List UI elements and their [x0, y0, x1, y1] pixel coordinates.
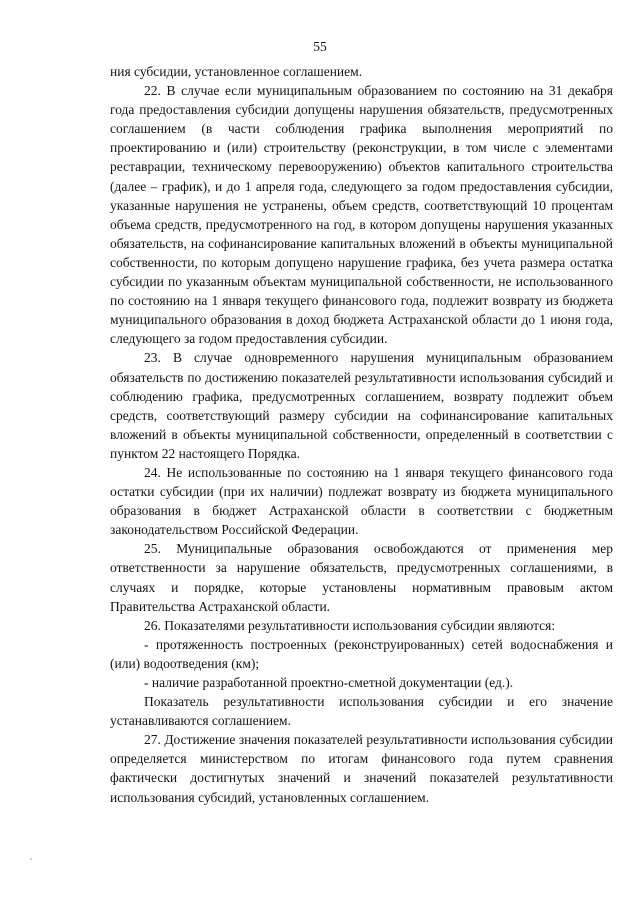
paragraph-26: 26. Показателями результативности использования субсидии являются:: [144, 617, 556, 633]
paragraph-27: 27. Достижение значения показателей результативности использования субсидии определяется министерством по итогам финансового года путем сравнения фактически достигнутых значений и значений показателей результативности использования субсидий, установленных соглашением.: [110, 732, 613, 805]
list-item-pipe-length: - протяженность построенных (реконструированных) сетей водоснабжения и (или) водоотведения (км);: [110, 636, 613, 671]
list-item-design-docs: - наличие разработанной проектно-сметной документации (ед.).: [144, 675, 514, 690]
paragraph-25: 25. Муниципальные образования освобождаются от применения мер ответственности за нарушение обязательств, предусмотренных соглашениями, в случаях и порядке, которые установлены нормативным правовым актом Правительства Астраханской области.: [110, 541, 613, 614]
scan-speck: [30, 858, 32, 860]
paragraph-indicator-note: Показатель результативности использования субсидии и его значение устанавливаются соглашением.: [110, 694, 613, 729]
paragraph-24: 24. Не использованные по состоянию на 1 января текущего финансового года остатки субсидии (при их наличии) подлежат возврату из бюджета муниципального образования в бюджет Астраханской области в соответствии с бюджетным законодательством Российской Федерации.: [110, 464, 613, 538]
paragraph-22: 22. В случае если муниципальным образованием по состоянию на 31 декабря года предоставления субсидии допущены нарушения обязательств, предусмотренных соглашением (в части соблюдения графика выполнения мероприятий по проектированию и (или) строительству (реконструкции, в том числе с элементами реставрации, техническому перевооружению) объектов капитального строительства (далее – график), и до 1 апреля года, следующего за годом предоставления субсидии, указанные нарушения не устранены, объем средств, соответствующий 10 процентам объема средств, предусмотренного на год, в котором допущены нарушения указанных обязательств, на софинансирование капитальных вложений в объекты муниципальной собственности, по которым допущено нарушение графика, без учета размера остатка субсидии по указанным объектам муниципальной собственности, не использованного по состоянию на 1 января текущего финансового года, подлежит возврату из бюджета муниципального образования в доход бюджета Астраханской области до 1 июня года, следующего за годом предоставления субсидии.: [110, 83, 613, 347]
document-body: [110, 62, 613, 807]
paragraph-continuation: ния субсидии, установленное соглашением.: [110, 64, 363, 79]
paragraph-23: 23. В случае одновременного нарушения муниципальным образованием обязательств по достижению показателей результативности использования субсидий и соблюдению графика, предусмотренных соглашением, возврату подлежит объем средств, соответствующий размеру субсидии на софинансирование капитальных вложений в объекты муниципальной собственности, определенный в соответствии с пунктом 22 настоящего Порядка.: [110, 350, 613, 461]
page-number: 55: [313, 39, 327, 54]
